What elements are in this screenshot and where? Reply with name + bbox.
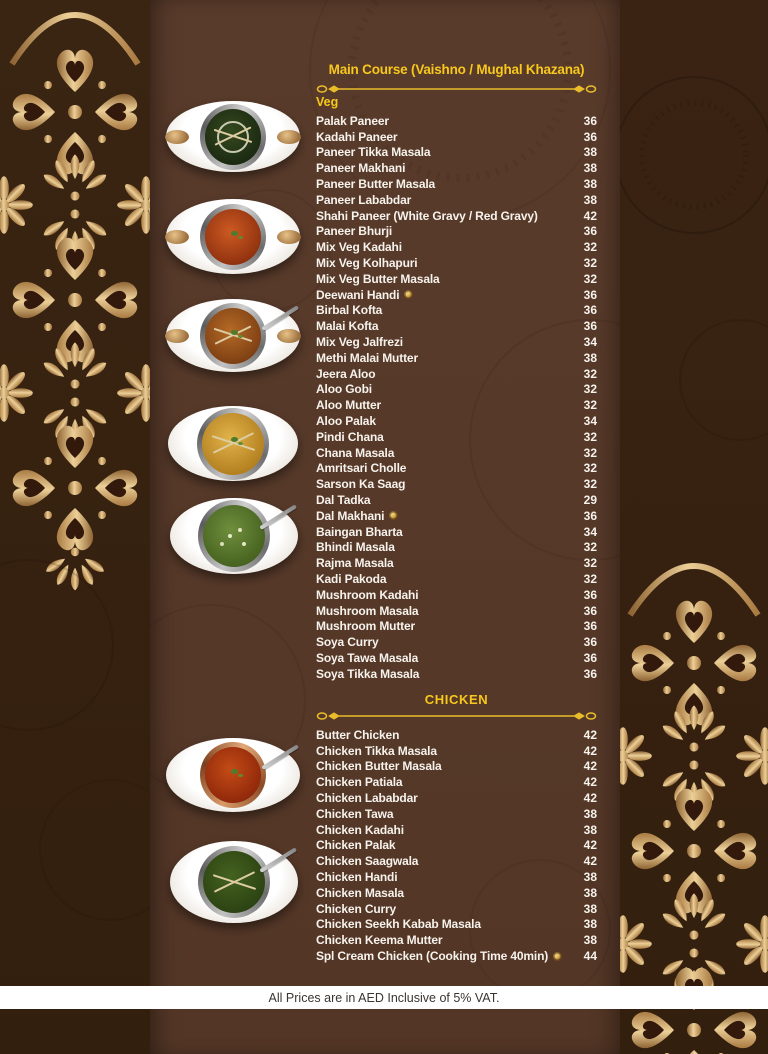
- butter-chicken-handi-photo: [166, 738, 300, 812]
- menu-item-price: 32: [583, 461, 597, 476]
- menu-item-name: Mix Veg Jalfrezi: [316, 335, 403, 350]
- menu-item-name: Mushroom Kadahi: [316, 587, 419, 602]
- menu-item-price: 36: [583, 508, 597, 523]
- menu-item-price: 42: [583, 854, 597, 869]
- menu-item-name: Jeera Aloo: [316, 366, 376, 381]
- left-decor-strip: [0, 0, 150, 1054]
- menu-item-row: [316, 461, 597, 477]
- chicken-item-list: [316, 727, 597, 964]
- menu-item-name: Soya Tikka Masala: [316, 666, 420, 681]
- menu-item-price: 34: [583, 414, 597, 429]
- menu-item-price: 38: [583, 145, 597, 160]
- menu-item-row: [316, 524, 597, 540]
- steel-kadai: [200, 303, 266, 369]
- menu-item-price: 38: [583, 933, 597, 948]
- menu-item-row: [316, 634, 597, 650]
- menu-item-price: 32: [583, 477, 597, 492]
- menu-item-row: [316, 948, 597, 964]
- menu-item-price: 36: [583, 287, 597, 302]
- menu-item-price: 42: [583, 208, 597, 223]
- menu-item-row: [316, 790, 597, 806]
- kadai-handle: [277, 130, 301, 144]
- menu-item-name: Chicken Tikka Masala: [316, 743, 437, 758]
- steel-bowl: [197, 408, 269, 480]
- menu-item-name: Amritsari Cholle: [316, 461, 407, 476]
- steel-kadai: [198, 846, 270, 918]
- menu-item-name: Chicken Saagwala: [316, 854, 419, 869]
- menu-item-name: Palak Paneer: [316, 113, 389, 128]
- section-header-chicken: CHICKEN: [424, 692, 489, 707]
- menu-item-price: 32: [583, 572, 597, 586]
- menu-item-price: 32: [583, 271, 597, 286]
- menu-item-row: [316, 239, 597, 255]
- menu-item-price: 32: [583, 256, 597, 271]
- menu-item-name: Chicken Handi: [316, 870, 398, 885]
- kadai-handle: [277, 230, 301, 244]
- menu-item-name: Chicken Lababdar: [316, 791, 418, 806]
- menu-item-price: 38: [583, 870, 597, 885]
- menu-item-name: Chicken Kadahi: [316, 822, 404, 837]
- menu-item-price: 38: [583, 161, 597, 176]
- menu-item-name: Mushroom Mutter: [316, 619, 416, 634]
- menu-item-row: [316, 759, 597, 775]
- menu-item-name: Soya Tawa Masala: [316, 650, 419, 665]
- menu-item-row: [316, 224, 597, 240]
- jeera-aloo-bowl-photo: [168, 406, 298, 481]
- kadai-handle: [165, 130, 189, 144]
- chef-special-icon: [553, 952, 562, 961]
- menu-item-row: [316, 666, 597, 682]
- chef-special-icon: [404, 290, 413, 299]
- menu-item-row: [316, 508, 597, 524]
- menu-item-price: 38: [583, 822, 597, 837]
- menu-item-name: Malai Kofta: [316, 319, 379, 334]
- kadai-handle: [277, 329, 301, 343]
- right-decor-strip: [620, 0, 768, 1054]
- menu-item-name: Paneer Butter Masala: [316, 177, 436, 192]
- menu-item-price: 38: [583, 806, 597, 821]
- menu-item-price: 36: [583, 587, 597, 602]
- menu-item-name: Chicken Patiala: [316, 775, 403, 790]
- menu-item-name: Paneer Bhurji: [316, 224, 393, 239]
- menu-item-row: [316, 176, 597, 192]
- menu-item-row: [316, 113, 597, 129]
- menu-item-row: [316, 885, 597, 901]
- page-title: Main Course (Vaishno / Mughal Khazana): [328, 62, 585, 77]
- menu-item-price: 42: [583, 727, 597, 742]
- menu-item-row: [316, 540, 597, 556]
- steel-kadai: [200, 104, 266, 170]
- menu-item-name: Chicken Masala: [316, 885, 404, 900]
- menu-item-price: 32: [583, 556, 597, 571]
- menu-item-row: [316, 255, 597, 271]
- saagwala-kadai-photo: [170, 841, 298, 923]
- menu-item-name: Mix Veg Butter Masala: [316, 271, 440, 286]
- menu-item-row: [316, 334, 597, 350]
- menu-item-price: 38: [583, 901, 597, 916]
- menu-item-price: 36: [583, 619, 597, 634]
- menu-item-row: [316, 492, 597, 508]
- menu-item-name: Paneer Makhani: [316, 161, 406, 176]
- menu-item-row: [316, 555, 597, 571]
- menu-item-row: [316, 917, 597, 933]
- menu-item-row: [316, 806, 597, 822]
- menu-item-price: 36: [583, 113, 597, 128]
- menu-item-name: Mushroom Masala: [316, 603, 419, 618]
- menu-item-price: 36: [583, 303, 597, 318]
- menu-item-name: Pindi Chana: [316, 429, 384, 444]
- menu-item-name: Mix Veg Kolhapuri: [316, 256, 418, 271]
- menu-item-name: Aloo Gobi: [316, 382, 372, 397]
- menu-item-price: 32: [583, 445, 597, 460]
- menu-item-row: [316, 318, 597, 334]
- menu-item-name: Sarson Ka Saag: [316, 477, 406, 492]
- menu-item-row: [316, 366, 597, 382]
- menu-item-row: [316, 303, 597, 319]
- menu-item-price: 32: [583, 398, 597, 413]
- vat-note: All Prices are in AED Inclusive of 5% VAT.: [268, 990, 500, 1005]
- menu-item-name: Chana Masala: [316, 445, 395, 460]
- menu-item-price: 44: [583, 949, 597, 964]
- menu-item-name: Methi Malai Mutter: [316, 350, 418, 365]
- menu-item-price: 29: [583, 493, 597, 508]
- menu-item-price: 34: [583, 524, 597, 539]
- menu-item-name: Chicken Palak: [316, 838, 396, 853]
- menu-item-price: 36: [583, 666, 597, 681]
- menu-item-row: [316, 271, 597, 287]
- menu-item-name: Butter Chicken: [316, 727, 400, 742]
- menu-item-price: 32: [583, 382, 597, 397]
- menu-item-row: [316, 603, 597, 619]
- menu-item-price: 34: [583, 335, 597, 350]
- menu-item-row: [316, 129, 597, 145]
- menu-item-row: [316, 145, 597, 161]
- menu-item-name: Chicken Seekh Kabab Masala: [316, 917, 481, 932]
- menu-item-name: Chicken Butter Masala: [316, 759, 442, 774]
- menu-item-price: 36: [583, 129, 597, 144]
- menu-item-row: [316, 192, 597, 208]
- menu-item-row: [316, 869, 597, 885]
- menu-item-row: [316, 743, 597, 759]
- section-header-veg: Veg: [316, 95, 339, 109]
- footer-bar: [0, 986, 768, 1009]
- menu-item-row: [316, 932, 597, 948]
- kadai-handle: [165, 230, 189, 244]
- steel-plate: [198, 500, 270, 572]
- menu-item-row: [316, 413, 597, 429]
- menu-item-row: [316, 853, 597, 869]
- menu-item-price: 32: [583, 240, 597, 255]
- filigree-divider-icon: [316, 83, 597, 95]
- menu-item-price: 42: [583, 743, 597, 758]
- menu-item-row: [316, 571, 597, 587]
- menu-item-row: [316, 382, 597, 398]
- menu-item-name: Aloo Mutter: [316, 398, 382, 413]
- menu-item-row: [316, 397, 597, 413]
- menu-item-price: 36: [583, 650, 597, 665]
- steel-kadai: [200, 204, 266, 270]
- paneer-curry-kadai-photo: [166, 199, 300, 274]
- menu-item-price: 42: [583, 775, 597, 790]
- menu-item-name: Paneer Lababdar: [316, 192, 412, 207]
- menu-item-row: [316, 476, 597, 492]
- menu-item-price: 38: [583, 192, 597, 207]
- menu-item-row: [316, 727, 597, 743]
- menu-item-name: Rajma Masala: [316, 556, 394, 571]
- menu-item-price: 38: [583, 885, 597, 900]
- menu-item-row: [316, 901, 597, 917]
- menu-item-name: Bhindi Masala: [316, 540, 395, 555]
- menu-item-row: [316, 838, 597, 854]
- menu-item-name: Spl Cream Chicken (Cooking Time 40min): [316, 949, 562, 963]
- menu-item-price: 42: [583, 759, 597, 774]
- menu-item-row: [316, 208, 597, 224]
- menu-item-price: 32: [583, 366, 597, 381]
- menu-item-row: [316, 822, 597, 838]
- menu-item-name: Soya Curry: [316, 635, 379, 650]
- palak-paneer-kadai-photo: [166, 101, 300, 172]
- menu-item-price: 36: [583, 603, 597, 618]
- menu-item-price: 42: [583, 791, 597, 806]
- kadai-handle: [165, 329, 189, 343]
- menu-item-price: 36: [583, 635, 597, 650]
- menu-item-row: [316, 160, 597, 176]
- gold-damask-ornament-right: [620, 0, 768, 1054]
- menu-item-price: 32: [583, 429, 597, 444]
- menu-item-name: Birbal Kofta: [316, 303, 383, 318]
- menu-item-name: Chicken Keema Mutter: [316, 933, 443, 948]
- mix-veg-kadai-photo: [166, 299, 300, 372]
- menu-item-name: Dal Makhani: [316, 509, 398, 523]
- menu-item-name: Chicken Tawa: [316, 806, 394, 821]
- menu-item-price: 36: [583, 319, 597, 334]
- menu-item-row: [316, 587, 597, 603]
- menu-item-price: 38: [583, 177, 597, 192]
- veg-item-list: [316, 113, 597, 682]
- menu-item-price: 38: [583, 917, 597, 932]
- menu-item-price: 38: [583, 350, 597, 365]
- menu-item-name: Baingan Bharta: [316, 524, 403, 539]
- chef-special-icon: [389, 511, 398, 520]
- menu-item-name: Mix Veg Kadahi: [316, 240, 402, 255]
- menu-item-name: Dal Tadka: [316, 493, 371, 508]
- menu-item-name: Shahi Paneer (White Gravy / Red Gravy): [316, 208, 538, 223]
- menu-item-price: 32: [583, 540, 597, 555]
- copper-handi: [200, 742, 266, 808]
- filigree-divider-icon: [316, 710, 597, 722]
- menu-item-row: [316, 350, 597, 366]
- menu-item-row: [316, 619, 597, 635]
- menu-item-row: [316, 429, 597, 445]
- menu-item-name: Kadahi Paneer: [316, 129, 398, 144]
- menu-item-name: Deewani Handi: [316, 288, 413, 302]
- menu-item-row: [316, 287, 597, 303]
- menu-column: [316, 0, 597, 1054]
- menu-item-name: Chicken Curry: [316, 901, 397, 916]
- gold-damask-ornament-left: [0, 0, 150, 1054]
- menu-item-row: [316, 650, 597, 666]
- menu-item-name: Aloo Palak: [316, 414, 376, 429]
- menu-item-row: [316, 774, 597, 790]
- menu-item-row: [316, 445, 597, 461]
- menu-item-name: Kadi Pakoda: [316, 572, 387, 586]
- menu-item-price: 36: [583, 224, 597, 239]
- menu-item-name: Paneer Tikka Masala: [316, 145, 431, 160]
- green-veg-plate-photo: [170, 498, 298, 574]
- menu-item-price: 42: [583, 838, 597, 853]
